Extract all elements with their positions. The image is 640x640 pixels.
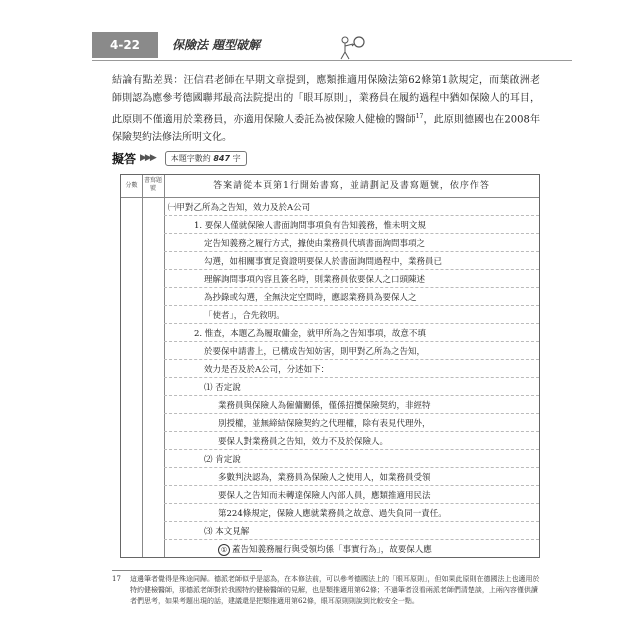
answer-line: 定告知義務之履行方式，據使由業務員代填書面詢問事項之	[204, 239, 426, 249]
book-title: 保險法 題型破解	[172, 38, 261, 52]
sheet-header-row	[121, 175, 539, 198]
answer-line: 第224條規定，保險人應就業務員之故意、過失負同一責任。	[218, 509, 447, 519]
word-count-badge	[165, 151, 247, 166]
footnote-text: 這邊筆者覺得是殊途同歸。德派老師似乎是認為，在本修法前，可以參考德國法上的「眼耳原則」，但如果此原則在德國法上也適用於特約健檢醫師，那德派老師對於我國特約健檢醫師的見解，也是類推適用第62條；不過筆者沒看兩派老師們清楚談，上兩內容僅供讀者們思考，如果考題出現的話，建議還是把類推適用第62條，眼耳原則則說到比較安全一點。	[130, 575, 540, 605]
score-column-label: 分數	[125, 182, 138, 189]
ruled-line	[164, 215, 539, 216]
ruled-line	[164, 539, 539, 540]
answer-line: ① 蓋告知義務履行與受領均係「事實行為」，故要保人應	[218, 543, 432, 556]
answer-line: 「使者」，合先敘明。	[204, 311, 285, 321]
ruled-line	[164, 341, 539, 342]
answer-line: 要保人對業務員之告知，效力不及於保險人。	[218, 437, 389, 447]
score-column	[121, 175, 143, 557]
word-count-suffix: 字	[232, 153, 241, 163]
sheet-instruction: 答案請從本頁第1行開始書寫，並請劃記及書寫題號，依序作答	[213, 181, 490, 191]
answer-line: ⑴ 否定說	[204, 383, 241, 393]
intro-text-2: ，此原則德國也在2008年保險契約法修法所明文化。	[112, 114, 541, 144]
answer-line: ⑶ 本文見解	[204, 527, 250, 537]
answer-sheet	[120, 174, 540, 558]
answer-line: ⑵ 肯定說	[204, 455, 241, 465]
ruled-line	[164, 413, 539, 414]
page-number: 4-22	[92, 32, 158, 58]
ruled-line	[164, 557, 539, 558]
answer-line: 要保人之告知而未轉達保險人內部人員，應類推適用民法	[218, 491, 431, 501]
answer-line: 1. 要保人僅就保險人書面詢問事項負有告知義務，惟未明文規	[194, 221, 426, 231]
key-figure-icon	[335, 34, 367, 60]
answer-line: 勾選，如相關事實足資證明要保人於書面詢問過程中，業務員已	[204, 257, 443, 267]
answer-line: 別授權，並無締結保險契約之代理權，除有表見代理外，	[218, 419, 431, 429]
question-number-label: 書寫題號	[143, 177, 162, 192]
ruled-line	[164, 431, 539, 432]
ruled-line	[164, 377, 539, 378]
word-count-value: 847	[213, 153, 231, 163]
footnote	[112, 574, 540, 607]
word-count-prefix: 本題字數約	[170, 153, 211, 163]
ruled-line	[164, 449, 539, 450]
ruled-line	[164, 521, 539, 522]
footnote-rule	[112, 570, 262, 571]
page-header	[92, 32, 572, 62]
answer-line: 效力是否及於A公司，分述如下：	[204, 365, 330, 375]
answer-line: 理解詢問事項內容且簽名時，則業務員依要保人之口頭陳述	[204, 275, 426, 285]
intro-paragraph	[112, 72, 540, 147]
footnote-number: 17	[112, 575, 121, 583]
ruled-line	[164, 287, 539, 288]
ruled-line	[164, 305, 539, 306]
answer-line: ㈠甲對乙所為之告知，效力及於A公司	[168, 203, 311, 213]
ruled-line	[164, 503, 539, 504]
ruled-line	[164, 467, 539, 468]
ruled-line	[164, 323, 539, 324]
ruled-line	[164, 251, 539, 252]
answer-line: 於要保申請書上，已構成告知妨害，則甲對乙所為之告知，	[204, 347, 426, 357]
arrow-icon: ▶▶▶	[140, 153, 155, 163]
question-number-column	[142, 175, 165, 557]
ruled-line	[164, 395, 539, 396]
ruled-line	[164, 269, 539, 270]
answer-line: 2. 惟查，本題乙為履取傭金，就甲所為之告知事項，故意不填	[194, 329, 426, 339]
answer-line: 業務員與保險人為僱傭關係，僅係招攬保險契約，非經特	[218, 401, 431, 411]
answer-label: 擬答	[112, 151, 137, 166]
ruled-line	[164, 233, 539, 234]
ruled-line	[164, 359, 539, 360]
footnote-marker: 17	[415, 113, 424, 120]
intro-text-1: 結論有點差異：汪信君老師在早期文章提到，應類推適用保險法第62條第1款規定，而葉啟洲老師則認為應參考德國聯邦最高法院提出的「眼耳原則」，業務員在履約過程中猶如保險人的耳目，此原則不僅適用於業務員，亦適用保險人委託為被保險人健檢的醫師	[112, 75, 540, 126]
header-rule	[92, 60, 572, 61]
answer-line: 多數判決認為，業務員為保險人之使用人，如業務員受領	[218, 473, 431, 483]
answer-heading	[112, 148, 247, 168]
ruled-line	[164, 485, 539, 486]
circled-number: ①	[218, 544, 230, 556]
answer-line: 為抄錄或勾選，全無決定空間時，應認業務員為要保人之	[204, 293, 417, 303]
